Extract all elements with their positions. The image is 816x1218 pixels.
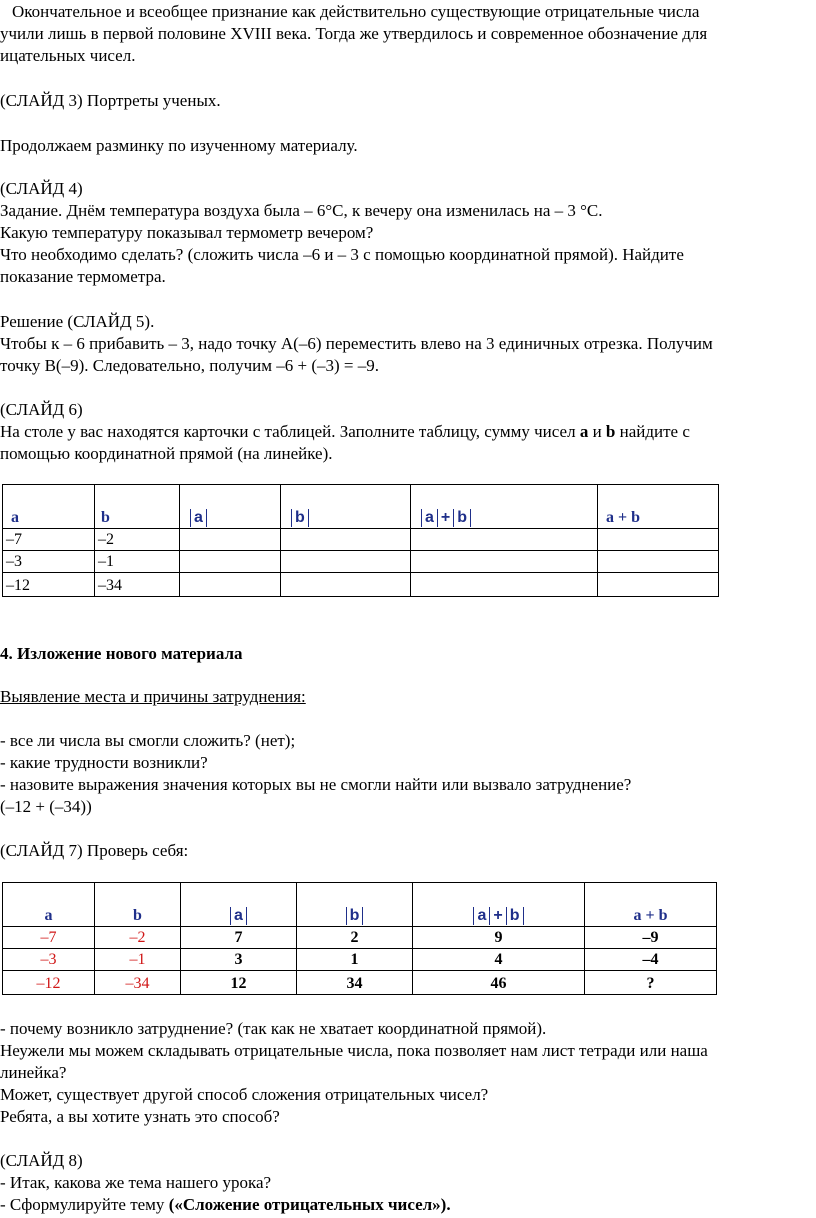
slide4-question-2: Что необходимо сделать? (сложить числа –6 и – 3 с помощью координатной прямой). Найдите: [0, 245, 684, 264]
cell: –3: [3, 551, 95, 573]
table-header-row: [3, 883, 717, 927]
cell: 34: [297, 971, 413, 995]
header-abs-b: b: [281, 485, 411, 529]
slide8-header: (СЛАЙД 8): [0, 1151, 83, 1170]
cell: –12: [3, 573, 95, 597]
cell: –34: [95, 573, 180, 597]
header-a-plus-b: a + b: [585, 883, 717, 927]
slide3-line: (СЛАЙД 3) Портреты ученых.: [0, 91, 221, 110]
table-row: [3, 573, 719, 597]
cell: –4: [585, 949, 717, 971]
question-1: - все ли числа вы смогли сложить? (нет);: [0, 731, 296, 750]
slide5-header: Решение (СЛАЙД 5).: [0, 312, 155, 331]
cell: [281, 551, 411, 573]
header-a: a: [3, 883, 95, 927]
cell: –3: [3, 949, 95, 971]
cell: –7: [3, 927, 95, 949]
after-line-4: Может, существует другой способ сложения отрицательных чисел?: [0, 1085, 489, 1104]
intro-line-1: Окончательное и всеобщее признание как действительно существующие отрицательные числа: [12, 2, 700, 21]
question-3: - назовите выражения значения которых вы не смогли найти или вызвало затруднение?: [0, 775, 632, 794]
header-abs-a: a: [181, 883, 297, 927]
slide5-line-1: Чтобы к – 6 прибавить – 3, надо точку А(–6) переместить влево на 3 единичных отрезка. Получим: [0, 334, 713, 353]
header-abs-sum: a + b: [411, 485, 598, 529]
cell: –2: [95, 529, 180, 551]
cell: 1: [297, 949, 413, 971]
cell: –34: [95, 971, 181, 995]
slide8-line-2: - Сформулируйте тему («Сложение отрицательных чисел»).: [0, 1195, 451, 1214]
slide7-line: (СЛАЙД 7) Проверь себя:: [0, 841, 189, 860]
table-row: [3, 949, 717, 971]
slide4-header: (СЛАЙД 4): [0, 179, 83, 198]
cell: 3: [181, 949, 297, 971]
cell: –7: [3, 529, 95, 551]
table-row: [3, 971, 717, 995]
cell: [180, 551, 281, 573]
header-abs-sum: a + b: [413, 883, 585, 927]
cell: –1: [95, 949, 181, 971]
warmup-line: Продолжаем разминку по изученному материалу.: [0, 136, 358, 155]
question-2: - какие трудности возникли?: [0, 753, 208, 772]
table-row: [3, 551, 719, 573]
slide6-line-2: помощью координатной прямой (на линейке).: [0, 444, 333, 463]
intro-line-2: учили лишь в первой половине XVIII века. Тогда же утвердилось и современное обозначение для: [0, 24, 708, 43]
after-line-3: линейка?: [0, 1063, 67, 1082]
cell: [411, 551, 598, 573]
header-abs-b: b: [297, 883, 413, 927]
header-a-plus-b: a + b: [598, 485, 719, 529]
slide6-line-1: На столе у вас находятся карточки с таблицей. Заполните таблицу, сумму чисел a и b найдите с: [0, 422, 690, 441]
after-line-2: Неужели мы можем складывать отрицательные числа, пока позволяет нам лист тетради или наша: [0, 1041, 708, 1060]
cell: [180, 529, 281, 551]
table-header-row: [3, 485, 719, 529]
cell: [598, 529, 719, 551]
slide6-header: (СЛАЙД 6): [0, 400, 83, 419]
question-4: (–12 + (–34)): [0, 797, 92, 816]
cell: [281, 573, 411, 597]
cell: –2: [95, 927, 181, 949]
cell: 4: [413, 949, 585, 971]
section-subtitle: Выявление места и причины затруднения:: [0, 687, 306, 706]
table-row: [3, 927, 717, 949]
section-title: 4. Изложение нового материала: [0, 644, 243, 663]
after-line-1: - почему возникло затруднение? (так как не хватает координатной прямой).: [0, 1019, 547, 1038]
cell: [598, 573, 719, 597]
cell: 46: [413, 971, 585, 995]
sum-table-answers: [2, 882, 717, 995]
slide4-question-1: Какую температуру показывал термометр вечером?: [0, 223, 374, 242]
table-row: [3, 529, 719, 551]
cell: [411, 529, 598, 551]
cell: [281, 529, 411, 551]
sum-table-blank: [2, 484, 719, 597]
cell: –1: [95, 551, 180, 573]
cell: –9: [585, 927, 717, 949]
slide4-question-3: показание термометра.: [0, 267, 166, 286]
after-line-5: Ребята, а вы хотите узнать это способ?: [0, 1107, 280, 1126]
cell: [598, 551, 719, 573]
header-a: a: [3, 485, 95, 529]
cell: 12: [181, 971, 297, 995]
cell: 9: [413, 927, 585, 949]
slide8-line-1: - Итак, какова же тема нашего урока?: [0, 1173, 272, 1192]
cell: 7: [181, 927, 297, 949]
slide4-task: Задание. Днём температура воздуха была – 6°С, к вечеру она изменилась на – 3 °С.: [0, 201, 603, 220]
cell: ?: [585, 971, 717, 995]
header-abs-a: a: [180, 485, 281, 529]
cell: –12: [3, 971, 95, 995]
cell: [180, 573, 281, 597]
slide5-line-2: точку В(–9). Следовательно, получим –6 + (–3) = –9.: [0, 356, 380, 375]
cell: 2: [297, 927, 413, 949]
cell: [411, 573, 598, 597]
header-b: b: [95, 883, 181, 927]
intro-line-3: ицательных чисел.: [0, 46, 136, 65]
header-b: b: [95, 485, 180, 529]
